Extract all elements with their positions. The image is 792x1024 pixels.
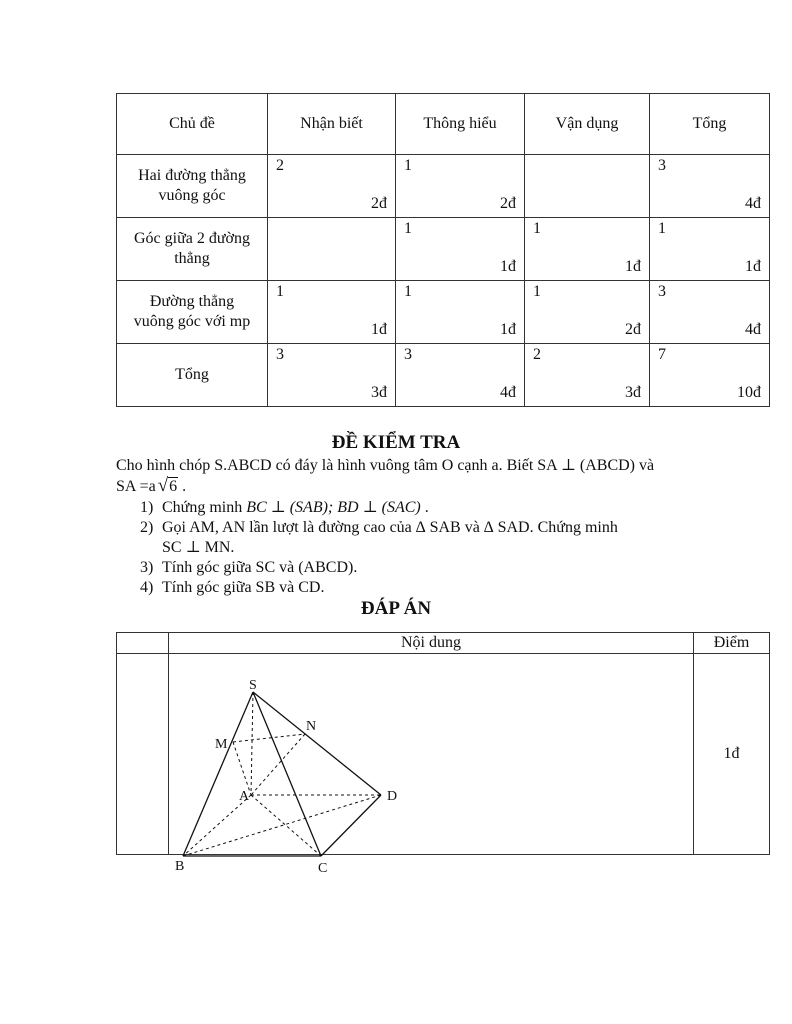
question-count: 1 [533,283,541,300]
matrix-cell [396,155,525,218]
answer-header-score: Điểm [694,633,770,654]
matrix-cell [525,344,650,407]
question-count: 3 [658,283,666,300]
edge-AB-hidden [183,795,251,856]
matrix-cell [396,281,525,344]
question-text-line2: SC ⊥ MN. [162,539,235,556]
score-matrix-table [116,93,770,407]
question-count: 3 [658,157,666,174]
matrix-cell [396,218,525,281]
header-topic: Chủ đề [117,94,268,155]
answer-content-cell [169,654,694,876]
matrix-cell [268,344,396,407]
matrix-cell [268,155,396,218]
answer-header-index [117,633,169,654]
question-suffix: . [420,499,429,516]
topic-line1: Tổng [175,366,209,383]
points: 2đ [625,321,641,338]
question-count: 7 [658,346,666,363]
label-A: A [239,789,250,804]
points: 1đ [371,321,387,338]
matrix-row-line-perpendicular-plane [117,281,770,344]
question-math: BC ⊥ (SAB); BD ⊥ (SAC) [246,499,421,516]
edge-SD [253,692,381,795]
matrix-cell [650,218,770,281]
matrix-cell [650,281,770,344]
answers-title: ĐÁP ÁN [360,598,432,619]
radicand: 6 [169,478,178,495]
intro-prefix: SA =a [116,478,156,495]
matrix-row-angle-between-lines [117,218,770,281]
question-item [140,578,618,598]
matrix-cell [268,218,396,281]
label-D: D [387,789,398,804]
exam-intro-line2 [116,476,186,497]
answer-score-cell: 1đ [694,654,770,855]
topic-cell [117,281,268,344]
question-item [140,518,618,558]
topic-line2: thẳng [174,250,210,267]
matrix-cell [396,344,525,407]
matrix-cell [268,281,396,344]
pyramid-figure [169,654,693,876]
diagonal-AC-hidden [251,795,321,856]
sqrt-expression [156,476,178,497]
label-N: N [306,719,317,734]
matrix-row-perpendicular-lines [117,155,770,218]
label-S: S [249,678,257,693]
topic-line1: Đường thẳng [149,293,235,310]
header-understand: Thông hiểu [396,94,525,155]
segment-AM-hidden [233,742,251,795]
points: 3đ [625,384,641,401]
topic-line1: Hai đường thẳng [138,167,246,184]
label-B: B [175,859,185,874]
matrix-header-row [117,94,770,155]
edge-SA-hidden [251,692,253,795]
question-number: 4) [140,579,154,596]
header-total: Tổng [650,94,770,155]
question-count: 1 [404,283,412,300]
question-number: 3) [140,559,154,576]
matrix-cell [650,344,770,407]
answer-index-cell [117,654,169,855]
question-count: 1 [276,283,284,300]
question-item [140,558,618,578]
matrix-cell [525,155,650,218]
edge-SC [253,692,321,856]
question-count: 3 [276,346,284,363]
header-apply: Vận dụng [525,94,650,155]
question-number: 2) [140,519,154,536]
points: 3đ [371,384,387,401]
topic-line2: vuông góc với mp [133,313,251,330]
question-text: Tính góc giữa SC và (ABCD). [162,559,358,576]
topic-cell [117,218,268,281]
points: 2đ [500,195,516,212]
question-number: 1) [140,499,154,516]
label-C: C [318,861,328,876]
points: 2đ [371,195,387,212]
question-text: Tính góc giữa SB và CD. [162,579,325,596]
label-M: M [215,737,228,752]
answer-header-content: Nội dung [169,633,694,654]
points: 1đ [625,258,641,275]
exam-intro-line1: Cho hình chóp S.ABCD có đáy là hình vuông tâm O cạnh a. Biết SA ⊥ (ABCD) và [116,457,655,474]
exam-title: ĐỀ KIỂM TRA [331,432,461,453]
answer-header-row [117,633,770,654]
matrix-cell [525,281,650,344]
radical-sign: √ [157,475,169,496]
points: 4đ [500,384,516,401]
matrix-cell [650,155,770,218]
segment-AN-hidden [251,734,305,795]
topic-cell [117,344,268,407]
topic-cell [117,155,268,218]
points: 4đ [745,321,761,338]
points: 1đ [500,321,516,338]
question-count: 1 [658,220,666,237]
points: 4đ [745,195,761,212]
points: 1đ [745,258,761,275]
edge-SB [183,692,253,856]
points: 10đ [737,384,761,401]
question-text-line1: Gọi AM, AN lần lượt là đường cao của ∆ SAB và ∆ SAD. Chứng minh [162,519,618,536]
question-count: 3 [404,346,412,363]
question-count: 1 [404,220,412,237]
question-count: 1 [533,220,541,237]
intro-suffix: . [178,478,187,495]
question-count: 2 [533,346,541,363]
header-recognize: Nhận biết [268,94,396,155]
question-item [140,498,618,518]
question-list [140,498,618,598]
answer-row [117,654,770,855]
question-count: 1 [404,157,412,174]
question-text: Chứng minh [162,499,247,516]
question-count: 2 [276,157,284,174]
matrix-row-total [117,344,770,407]
segment-MN-hidden [233,734,305,742]
answer-table [116,632,770,876]
matrix-cell [525,218,650,281]
topic-line2: vuông góc [158,187,226,204]
points: 1đ [500,258,516,275]
topic-line1: Góc giữa 2 đường [133,230,250,247]
